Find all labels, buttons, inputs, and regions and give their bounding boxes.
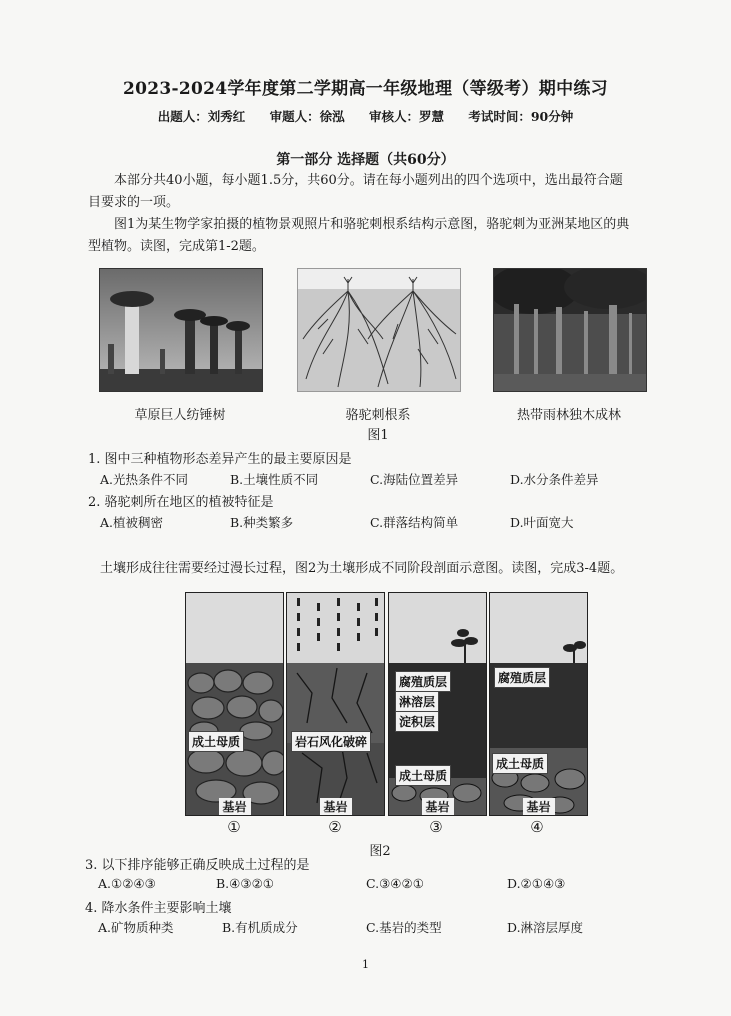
q1-option-d: D.水分条件差异: [510, 472, 599, 487]
q1-option-a: A.光热条件不同: [100, 472, 189, 487]
figure2-intro: 土壤形成往往需要经过漫长过程，图2为土壤形成不同阶段剖面示意图。读图，完成3-4题。: [100, 561, 624, 576]
camelthorn-root-diagram: [297, 268, 461, 392]
question-3-stem: 3. 以下排序能够正确反映成土过程的是: [85, 858, 310, 873]
label-humus-layer: 腐殖质层: [494, 667, 550, 688]
panel-number-4: ④: [530, 818, 544, 836]
q1-option-b: B.土壤性质不同: [230, 472, 319, 487]
label-bedrock: 基岩: [421, 798, 453, 815]
caption-rainforest: 热带雨林独木成林: [516, 408, 621, 423]
q1-option-c: C.海陆位置差异: [370, 472, 459, 487]
rainforest-photo: [493, 268, 647, 392]
soil-profile-3: [388, 592, 487, 816]
label-parent-material: 成土母质: [188, 731, 244, 752]
label-illuvial-layer: 淀积层: [395, 711, 439, 732]
caption-baobab: 草原巨人纺锤树: [134, 408, 226, 423]
baobab-photo: [99, 268, 263, 392]
page-number: 1: [362, 958, 369, 971]
q2-option-d: D.叶面宽大: [510, 515, 574, 530]
soil-profile-4: [489, 592, 588, 816]
label-bedrock: 基岩: [319, 798, 351, 815]
part1-instructions: 本部分共40小题，每小题1.5分，共60分。请在每小题列出的四个选项中，选出最符合题 目要求的一项。: [88, 173, 623, 210]
soil-profile-2: [286, 592, 385, 816]
exam-title: 2023-2024学年度第二学期高一年级地理（等级考）期中练习: [123, 79, 608, 99]
panel-number-2: ②: [328, 818, 342, 836]
label-bedrock: 基岩: [218, 798, 250, 815]
part1-title: 第一部分 选择题（共60分）: [276, 152, 455, 168]
q3-option-c: C.③④②①: [366, 876, 424, 891]
reviewer: 审题人：徐泓: [269, 109, 345, 124]
label-rock-weathering: 岩石风化破碎: [291, 731, 371, 752]
q2-option-a: A.植被稠密: [100, 515, 164, 530]
q3-option-b: B.④③②①: [216, 876, 274, 891]
label-eluvial-layer: 淋溶层: [395, 691, 439, 712]
q2-option-b: B.种类繁多: [230, 515, 294, 530]
q4-option-c: C.基岩的类型: [366, 920, 442, 935]
question-2-stem: 2. 骆驼刺所在地区的植被特征是: [88, 495, 274, 510]
q4-option-d: D.淋溶层厚度: [507, 920, 584, 935]
figure1-label: 图1: [367, 428, 389, 443]
setter: 出题人：刘秀红: [157, 109, 246, 124]
figure1-intro: 图1为某生物学家拍摄的植物景观照片和骆驼刺根系结构示意图，骆驼刺为亚洲某地区的典 型植物。读图，完成第1-2题。: [88, 217, 630, 254]
q3-option-d: D.②①④③: [507, 876, 566, 891]
q2-option-c: C.群落结构简单: [370, 515, 459, 530]
question-4-stem: 4. 降水条件主要影响土壤: [85, 901, 232, 916]
q4-option-b: B.有机质成分: [222, 920, 298, 935]
exam-time: 考试时间：90分钟: [468, 109, 574, 124]
panel-number-3: ③: [429, 818, 443, 836]
panel-number-1: ①: [227, 818, 241, 836]
label-parent-material: 成土母质: [492, 753, 548, 774]
caption-camelthorn: 骆驼刺根系: [345, 408, 411, 423]
q3-option-a: A.①②④③: [98, 876, 156, 891]
q4-option-a: A.矿物质种类: [98, 920, 174, 935]
exam-authors-line: [0, 107, 731, 125]
question-1-stem: 1. 图中三种植物形态差异产生的最主要原因是: [88, 452, 352, 467]
label-parent-material: 成土母质: [395, 765, 451, 786]
checker: 审核人：罗慧: [368, 109, 444, 124]
figure2-label: 图2: [369, 844, 391, 859]
soil-profile-1: [185, 592, 284, 816]
label-bedrock: 基岩: [522, 798, 554, 815]
label-humus-layer: 腐殖质层: [395, 671, 451, 692]
